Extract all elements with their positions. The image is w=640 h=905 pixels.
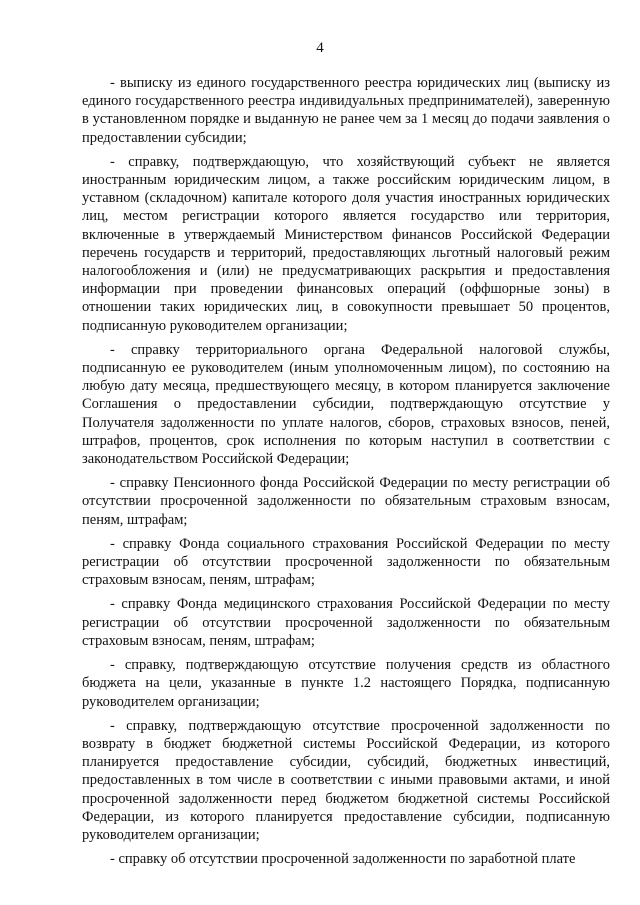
paragraph-budget-debt-certificate: - справку, подтверждающую отсутствие просроченной задолженности по возврату в бюджет бюджетной системы Российской Федерации, из которого планируется предоставление субсидии, субсидий, бюджетных инвестиций, предоставленных в том числе в соответствии с иными правовыми актами, и иной просроченной задолженности перед бюджетом бюджетной системы Российской Федерации, из которого планируется предоставление субсидии, подписанную руководителем организации; (82, 717, 610, 843)
paragraph-tax-service-certificate: - справку территориального органа Федеральной налоговой службы, подписанную ее руководителем (иным уполномоченным лицом), по состоянию на любую дату месяца, предшествующего месяцу, в котором планируется заключение Соглашения о предоставлении субсидии, подтверждающую отсутствие у Получателя задолженности по уплате налогов, сборов, страховых взносов, пеней, штрафов, процентов, срок исполнения по которым наступил в соответствии с законодательством Российской Федерации; (82, 341, 610, 468)
document-body (82, 74, 610, 874)
paragraph-wage-arrears-certificate: - справку об отсутствии просроченной задолженности по заработной плате (110, 851, 576, 868)
page-number: 4 (316, 40, 324, 56)
paragraph-pension-fund-certificate: - справку Пенсионного фонда Российской Федерации по месту регистрации об отсутствии просроченной задолженности по обязательным страховым взносам, пеням, штрафам; (82, 475, 610, 528)
paragraph-regional-budget-certificate: - справку, подтверждающую отсутствие получения средств из областного бюджета на цели, указанные в пункте 1.2 настоящего Порядка, подписанную руководителем организации; (82, 657, 610, 710)
paragraph-social-insurance-certificate: - справку Фонда социального страхования Российской Федерации по месту регистрации об отсутствии просроченной задолженности по обязательным страховым взносам, пеням, штрафам; (82, 535, 610, 589)
paragraph-medical-insurance-certificate: - справку Фонда медицинского страхования Российской Федерации по месту регистрации об отсутствии просроченной задолженности по обязательным страховым взносам, пеням, штрафам; (82, 596, 610, 649)
paragraph-foreign-entity-certificate: - справку, подтверждающую, что хозяйствующий субъект не является иностранным юридическим лицом, а также российским юридическим лицом, в уставном (складочном) капитале которого доля участия иностранных юридических лиц, местом регистрации которого является государство или территория, включенные в утверждаемый Министерством финансов Российской Федерации перечень государств и территорий, предоставляющих льготный налоговый режим налогообложения и (или) не предусматривающих раскрытия и предоставления информации при проведении финансовых операций (оффшорные зоны) в отношении таких юридических лиц, в совокупности превышает 50 процентов, подписанную руководителем организации; (82, 153, 610, 334)
paragraph-egrul-extract: - выписку из единого государственного реестра юридических лиц (выписку из единого государственного реестра индивидуальных предпринимателей), заверенную в установленном порядке и выданную не ранее чем за 1 месяц до подачи заявления о предоставлении субсидии; (82, 75, 610, 146)
